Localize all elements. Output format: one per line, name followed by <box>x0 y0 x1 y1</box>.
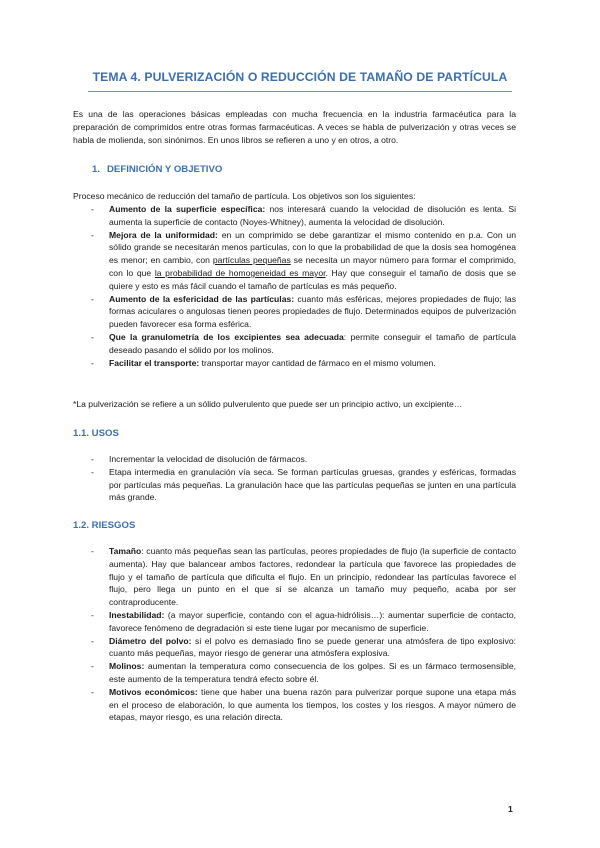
list-item <box>91 357 516 370</box>
item-text: se necesita un mayor número para formar el comprimido, con lo que <box>109 255 516 278</box>
risks-list <box>91 545 516 724</box>
item-term: Mejora de la uniformidad: <box>109 229 218 240</box>
item-text: tiene que haber una buena razón para pulverizar porque supone una etapa más en el proceso de elaboración, lo que aumenta los tiempos, los costes y los riesgos. A mayor número de etapas, mayor riesgo, es una relación directa. <box>109 686 516 723</box>
item-text: si el polvo es demasiado fino se puede generar una atmósfera de tipo explosivo: cuanto más pequeñas, mayor riesgo de generar una atmósfera explosiva. <box>109 635 516 659</box>
list-item <box>91 609 516 635</box>
objectives-list <box>91 203 516 369</box>
list-item <box>91 635 516 661</box>
section-1-note: *La pulverización se refiere a un sólido pulverulento que puede ser un principio activo, un excipiente… <box>73 399 463 409</box>
section-1-2-heading: 1.2. RIESGOS <box>73 520 136 531</box>
item-text: : cuanto más pequeñas sean las partículas, peores propiedades de flujo (la superficie de contacto aumenta). Hay que balancear ambos factores, redondear la partícula que favorece las propiedades de flujo y el tamaño de partícula que dificulta el flujo. En un principio, redondear las partículas favorece el flujo, pero llega un punto en el que si se alcanza un tamaño muy pequeño, acaba por ser contraproducente. <box>109 546 516 608</box>
section-1-lead: Proceso mecánico de reducción del tamaño de partícula. Los objetivos son los siguientes: <box>73 191 416 201</box>
section-1-heading <box>92 164 222 175</box>
underlined-text: la probabilidad de homogeneidad es mayor <box>154 267 326 278</box>
item-text: (a mayor superficie, contando con el agua-hidrólisis…): aumentar superficie de contacto, favorece fenómeno de degradación si este tiene lugar por mecanismo de superficie. <box>109 609 516 633</box>
list-item: - Incrementar la velocidad de disolución de fármacos. <box>91 453 516 466</box>
item-text: cuanto más esféricas, mejores propiedades de flujo; las formas aciculares o angulosas tienen peores propiedades de flujo. Determinados equipos de pulverización pueden favorecer esa forma esférica. <box>109 293 516 330</box>
list-item <box>91 686 516 724</box>
list-item <box>91 229 516 293</box>
item-term: Aumento de la superficie específica: <box>109 204 266 214</box>
item-text: aumentan la temperatura como consecuencia de los golpes. Si es un fármaco termosensible, este aumento de la temperatura tendrá efecto sobre él. <box>109 661 516 684</box>
section-1-number: 1. <box>92 164 101 175</box>
item-text: transportar mayor cantidad de fármaco en el mismo volumen. <box>199 357 436 368</box>
item-term: Facilitar el transporte: <box>109 357 200 368</box>
item-term: Molinos: <box>109 661 145 672</box>
title-underline <box>88 91 512 92</box>
item-term: Que la granulometría de los excipientes sea adecuada <box>109 331 344 342</box>
list-item <box>91 660 516 686</box>
list-item <box>91 203 516 229</box>
section-1-1-heading: 1.1. USOS <box>73 428 119 439</box>
page-number: 1 <box>508 804 513 814</box>
item-term: Aumento de la esfericidad de las partículas: <box>109 293 295 304</box>
item-text: en un comprimido se debe garantizar el mismo contenido en p.a. Con un sólido grande se necesitarán menos partículas, con lo que la probabilidad de que la dosis sea homogénea es menor; en cambio, con <box>109 229 516 266</box>
item-term: Tamaño <box>109 546 142 556</box>
underlined-text: partículas pequeñas <box>212 255 291 266</box>
item-text: nos interesará cuando la velocidad de disolución es lenta. Si aumenta la superficie de contacto (Noyes-Whitney), aumenta la velocidad de disolución. <box>109 204 516 227</box>
item-text: : permite conseguir el tamaño de partícula deseado pasando el sólido por los molinos. <box>109 331 516 355</box>
item-term: Inestabilidad: <box>109 609 165 620</box>
list-item <box>91 293 516 331</box>
intro-paragraph: Es una de las operaciones básicas empleadas con mucha frecuencia en la industria farmacéutica para la preparación de comprimidos entre otras formas farmacéuticas. A veces se habla de pulverización y otras veces se habla de molienda, son sinónimos. En unos libros se refieren a uno y en otros, a otro. <box>73 109 516 145</box>
item-term: Diámetro del polvo: <box>109 635 192 646</box>
item-term: Motivos económicos: <box>109 686 198 697</box>
list-item: - Etapa intermedia en granulación vía seca. Se forman partículas gruesas, grandes y esféricas, formadas por partículas más pequeñas. La granulación hace que las partículas pequeñas se junten en una partícula más grande. <box>91 466 516 504</box>
list-item <box>91 331 516 357</box>
item-text: . Hay que conseguir el tamaño de dosis que se quiere y esto es más fácil cuando el tamaño de partículas es más pequeño. <box>109 267 516 291</box>
section-1-title: DEFINICIÓN Y OBJETIVO <box>107 164 223 175</box>
list-item <box>91 545 516 609</box>
uses-list <box>91 453 516 504</box>
document-title: TEMA 4. PULVERIZACIÓN O REDUCCIÓN DE TAMAÑO DE PARTÍCULA <box>92 70 508 84</box>
